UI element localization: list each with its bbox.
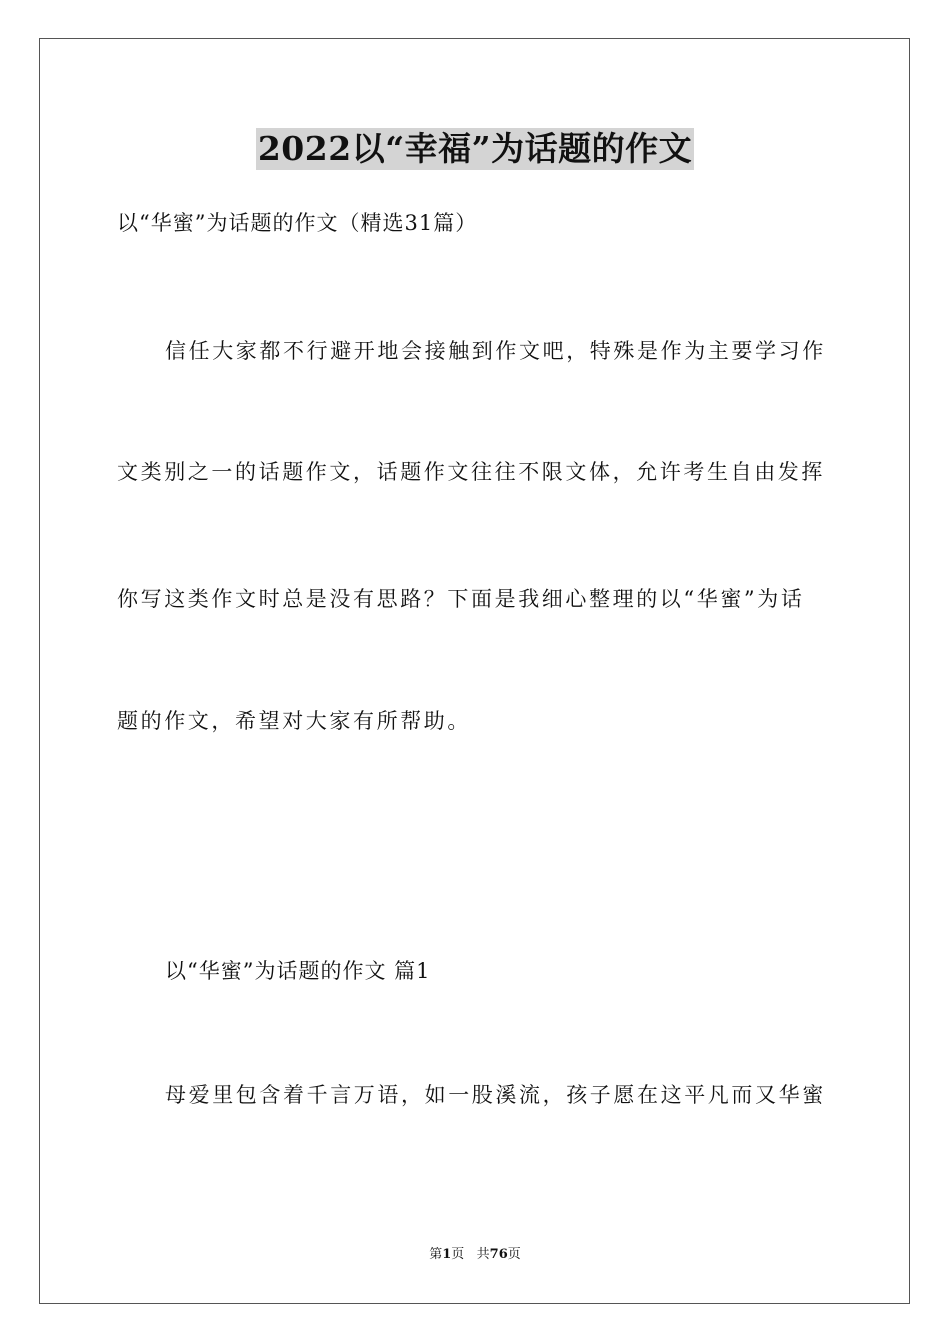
footer-page-number: 1 (442, 1247, 452, 1262)
section-heading: 以“华蜜”为话题的作文 篇1 (165, 959, 431, 983)
footer-suffix: 页 (507, 1247, 521, 1262)
document-subtitle: 以“华蜜”为话题的作文（精选31篇） (117, 211, 478, 235)
footer-page-total: 76 (489, 1247, 508, 1262)
intro-line-3: 你写这类作文时总是没有思路？下面是我细心整理的以“华蜜”为话 (117, 587, 805, 611)
document-title (0, 128, 950, 170)
intro-line-2: 文类别之一的话题作文，话题作文往往不限文体，允许考生自由发挥 (117, 460, 825, 484)
intro-line-4: 题的作文，希望对大家有所帮助。 (117, 709, 471, 733)
footer-prefix: 第 (429, 1247, 443, 1262)
intro-line-1: 信任大家都不行避开地会接触到作文吧，特殊是作为主要学习作 (165, 339, 826, 363)
body-line-1: 母爱里包含着千言万语，如一股溪流，孩子愿在这平凡而又华蜜 (165, 1083, 826, 1107)
document-title-text: 2022以“幸福”为话题的作文 (257, 129, 693, 168)
page-footer (0, 1246, 950, 1264)
footer-mid: 页 共 (451, 1247, 490, 1262)
